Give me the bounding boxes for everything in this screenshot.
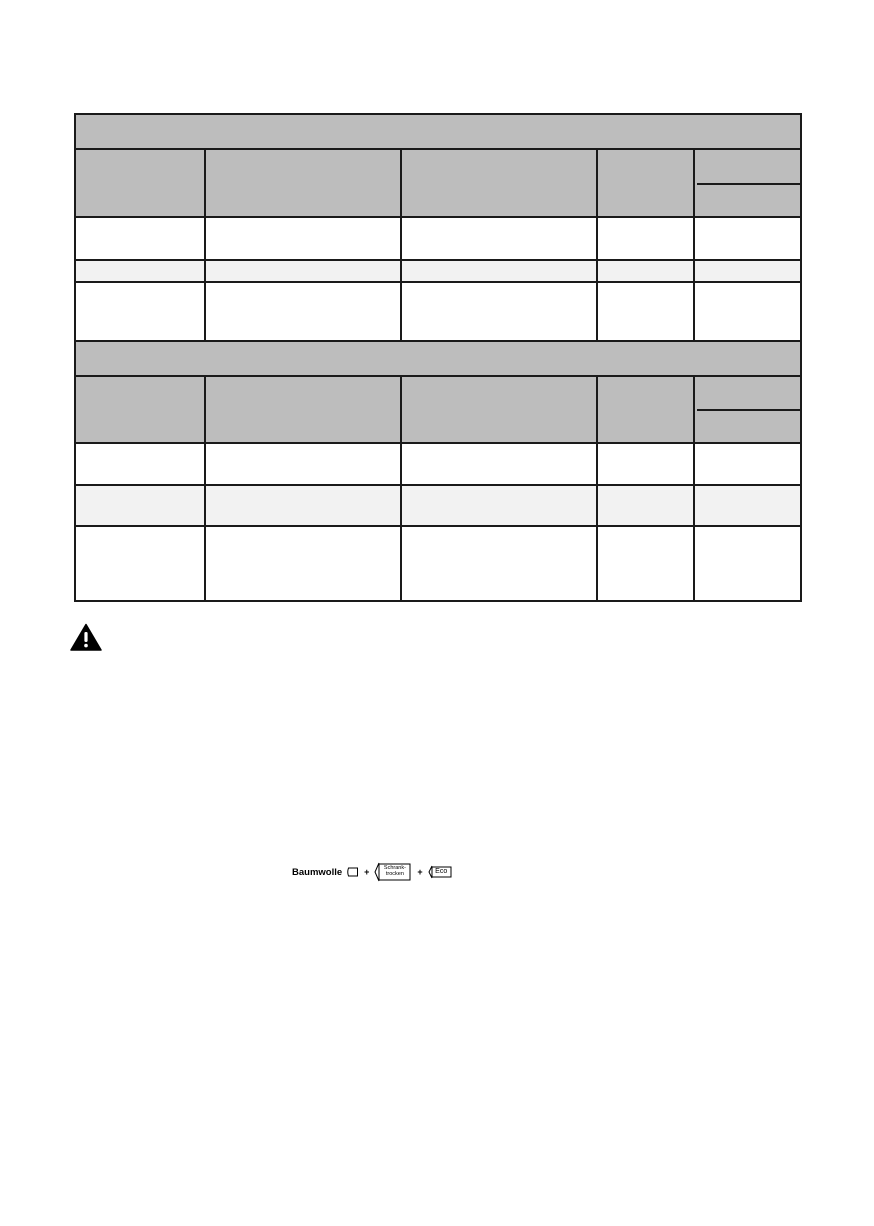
section2-row-1 bbox=[76, 444, 800, 484]
program-instruction bbox=[292, 861, 452, 883]
section2-title-band bbox=[76, 342, 800, 375]
section1-row-1 bbox=[76, 218, 800, 259]
section1-row-2 bbox=[76, 261, 800, 281]
warning-icon bbox=[70, 623, 102, 651]
cupboard-dry-line2: trocken bbox=[385, 871, 404, 877]
plus-sign-2: + bbox=[417, 867, 423, 877]
section1-title-band bbox=[76, 115, 800, 148]
section1-header-row bbox=[76, 150, 800, 216]
eco-button-icon bbox=[428, 865, 452, 879]
section1-row-3 bbox=[76, 283, 800, 340]
section1-title bbox=[76, 115, 800, 123]
eco-label: Eco bbox=[435, 868, 448, 875]
cotton-square-icon bbox=[346, 867, 359, 877]
section2-title bbox=[76, 342, 800, 350]
settings-table bbox=[74, 113, 802, 602]
plus-sign-1: + bbox=[364, 867, 370, 877]
section2-row-3 bbox=[76, 527, 800, 600]
cupboard-dry-line1: Schrank- bbox=[383, 865, 406, 871]
cupboard-dry-button-icon bbox=[374, 862, 412, 882]
program-label: Baumwolle bbox=[292, 866, 343, 878]
section2-header-row bbox=[76, 377, 800, 443]
section2-row-2 bbox=[76, 486, 800, 525]
